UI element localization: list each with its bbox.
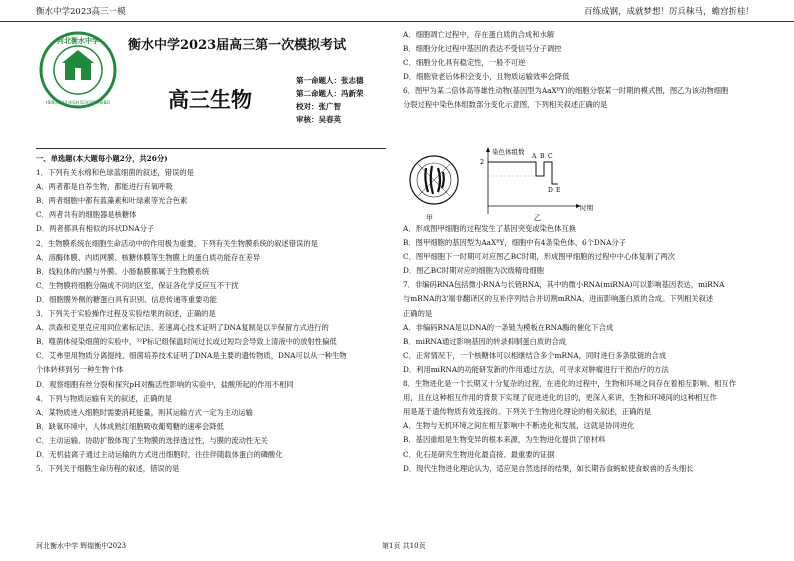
option-line: B．线粒体的内膜与外膜、小肠黏膜都属于生物膜系统 <box>36 266 210 276</box>
option-line: 个体转移到另一种生物个体 <box>36 365 124 375</box>
question-line: 5．下列关于细胞生命历程的叙述，错误的是 <box>36 464 180 474</box>
chart-yi <box>480 147 594 222</box>
question-line: 8．生物进化是一个长期又十分复杂的过程，在进化的过程中，生物和环境之间存在着相互影响、相互作 <box>403 379 736 389</box>
option-line: A．形成图甲细胞的过程发生了基因突变或染色体互换 <box>403 224 577 233</box>
school-logo <box>38 30 118 110</box>
left-column <box>36 152 386 476</box>
chart-point-label: A <box>532 153 537 160</box>
option-line: A．细胞凋亡过程中，存在蛋白质的合成和水解 <box>403 30 555 39</box>
chart-x-label: 时期 <box>580 204 593 212</box>
author-line: 第一命题人：张志德 <box>296 76 364 85</box>
option-line: A．某物质进入细胞时需要消耗能量，则其运输方式一定为主动运输 <box>36 407 253 417</box>
question-line: 用是基于遗传物质有效连接的。下列关于生物进化理论的相关叙述，正确的是 <box>403 407 652 417</box>
option-line: A．生物与无机环境之间在相互影响中不断进化和发展，这就是协同进化 <box>403 421 635 431</box>
author-line: 审核：吴春英 <box>296 115 341 124</box>
exam-title: 衡水中学2023届高三第一次模拟考试 <box>128 38 347 53</box>
option-line: D．细胞衰老后体积会变小，且物质运输效率会降低 <box>403 72 570 82</box>
option-line: D．观察细胞有丝分裂和探究pH对酶活性影响的实验中，盐酸所起的作用不相同 <box>36 379 294 389</box>
footer-left-text: 河北衡水中学 辉煌衡中2023 <box>36 542 127 550</box>
option-line: C．细胞分化具有稳定性，一般不可逆 <box>403 58 526 68</box>
question-line: 1．下列有关水绵和色球蓝细菌的叙述，错误的是 <box>36 168 194 178</box>
option-line: D．细胞膜外侧的糖蛋白具有识别、信息传递等重要功能 <box>36 294 217 304</box>
option-line: C．图甲细胞下一时期可对应图乙BC时期，形成图甲细胞的过程中中心体复制了两次 <box>403 252 676 262</box>
option-line: B．两者细胞中都有蓝藻素和叶绿素等光合色素 <box>36 196 188 206</box>
option-line: C．两者共有的细胞器是核糖体 <box>36 210 137 220</box>
question-line: 分裂过程中染色体组数部分变化示意图，下列相关叙述正确的是 <box>403 100 608 110</box>
question-line: 正确的是 <box>403 308 433 318</box>
option-line: B．图甲细胞的基因型为AaXᴮY，细胞中有4条染色体、6个DNA分子 <box>403 238 626 248</box>
option-line: D．两者都具有相似的环状DNA分子 <box>36 224 155 234</box>
chart-y-tick: 2 <box>480 158 485 166</box>
question-line: 2．生物膜系统在细胞生命活动中的作用极为重要，下列有关生物膜系统的叙述错误的是 <box>36 238 318 248</box>
option-line: D．图乙BC时期对应的细胞为次级精母细胞 <box>403 266 544 276</box>
figure-label-jia: 甲 <box>426 214 433 222</box>
option-line: B．miRNA通过影响基因的转录抑制蛋白质的合成 <box>403 336 567 346</box>
figure-label-yi: 乙 <box>534 214 541 222</box>
question-line: 用，且在这种相互作用的背景下实现了促进进化的目的，更深入来讲，生物和环境间的这种相互作 <box>403 393 717 403</box>
option-line: A．溶酶体膜、内质网膜、核糖体膜等生物膜上的蛋白质功能存在差异 <box>36 252 261 262</box>
option-line: B．噬菌体侵染细菌的实验中，³²P标记组保温时间过长或过短均会导致上清液中的放射性偏低 <box>36 337 337 347</box>
option-line: D．现代生物进化理论认为，适应是自然选择的结果，如长期吞食蚂蚁使食蚁兽的舌头细长 <box>403 463 694 473</box>
option-line: C．正常情况下，一个核糖体可以相继结合多个mRNA，同时进行多条肽链的合成 <box>403 350 667 360</box>
option-line: A．洪森和克里克应用同位素标记法、差速离心技术证明了DNA复制是以半保留方式进行的 <box>36 323 329 333</box>
question-line: 与mRNA的3'端非翻译区的互补序列结合并切割mRNA，进而影响蛋白质的合成。下列相关叙述 <box>403 294 714 304</box>
header-left-text: 衡水中学2023高三一模 <box>36 7 126 17</box>
question-line: 4．下列与物质运输有关的叙述，正确的是 <box>36 393 172 403</box>
subject-title: 高三生物 <box>168 88 252 112</box>
section-heading: 一、单选题(本大题每小题2分，共26分) <box>36 154 168 163</box>
author-line: 校对：张广智 <box>296 102 341 111</box>
option-line: D．无机盐离子通过主动运输的方式进出细胞时，往往伴随载体蛋白的磷酸化 <box>36 449 283 459</box>
question-line: 7．非编码RNA包括微小RNA与长链RNA，其中的微小RNA(miRNA)可以影响基因表达，miRNA <box>403 280 725 290</box>
option-line: C．生物膜将细胞分隔成不同的区室，保证各化学反应互不干扰 <box>36 280 239 290</box>
question-6-figure <box>408 144 618 222</box>
question-line: 3．下列关于实验操作过程及实验结果的叙述，正确的是 <box>36 309 216 319</box>
option-line: C．艾弗里用物质分离提纯、细菌培养技术证明了DNA是主要的遗传物质，DNA可以从一种生物 <box>36 351 347 361</box>
option-line: B．基因重组是生物变异的根本来源，为生物进化提供了原材料 <box>403 435 606 445</box>
option-line: D．利用miRNA的功能研发新的作用通过方法，可寻求对肿瘤进行干预治疗的方法 <box>403 364 669 374</box>
cell-diagram-jia <box>410 156 458 222</box>
option-line: C．化石是研究生物进化最直接、最重要的证据 <box>403 449 555 459</box>
author-line: 第二命题人：冯新荣 <box>296 89 364 98</box>
page-header <box>0 0 794 22</box>
page-number: 第1页 共10页 <box>382 542 426 550</box>
header-right-slogan: 百练成钢，成就梦想！厉兵秣马，蟾宫折桂！ <box>583 7 754 17</box>
question-line: 6．图甲为某二倍体高等雄性动物(基因型为AaXᴮY)的细胞分裂某一时期的模式图，图乙为该动物细胞 <box>403 86 729 96</box>
right-column-bottom <box>403 222 759 476</box>
logo-english-text: HENGSHUI HIGH SCHOOL HEBEI <box>45 100 111 105</box>
option-line: A．非编码RNA是以DNA的一条链为模板在RNA酶的催化下合成 <box>403 322 614 332</box>
option-line: B．缺氧环境中，人体成熟红细胞吸收葡萄糖的速率会降低 <box>36 421 224 431</box>
option-line: A．两者都是自养生物，都能进行有氧呼吸 <box>36 182 173 192</box>
chart-point-label: B <box>540 153 545 160</box>
chart-point-label: E <box>556 187 561 194</box>
author-block <box>296 74 364 126</box>
logo-ring-text: 河北衡水中学 <box>57 37 99 45</box>
option-line: B．细胞分化过程中基因的表达不受信号分子调控 <box>403 44 562 54</box>
chart-point-label: D <box>548 187 553 194</box>
chart-y-label: 染色体组数 <box>492 148 525 156</box>
right-column-top <box>403 28 759 113</box>
chart-point-label: C <box>548 153 553 160</box>
title-divider <box>36 148 386 149</box>
option-line: C．主动运输、协助扩散体现了生物膜的选择透过性，与膜的流动性无关 <box>36 435 268 445</box>
